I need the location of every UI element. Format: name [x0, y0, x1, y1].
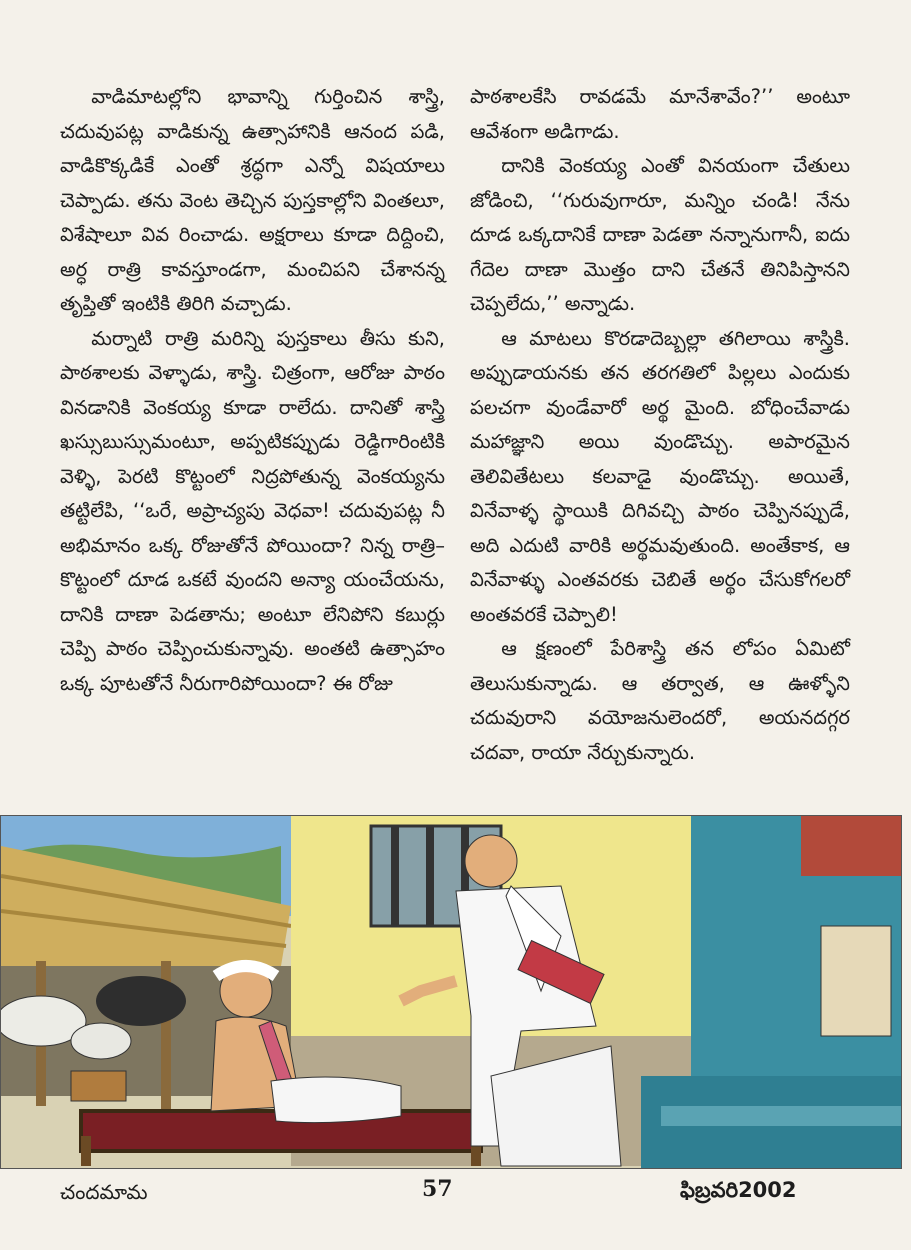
magazine-name: చందమామ [60, 1180, 148, 1204]
doorway [821, 926, 891, 1036]
story-column-right [470, 80, 850, 770]
story-illustration [0, 815, 902, 1169]
brick-wall [801, 816, 901, 876]
dhoti [271, 1077, 401, 1123]
black-buffalo [96, 976, 186, 1026]
basket [71, 1071, 126, 1101]
page-number: 57 [422, 1176, 453, 1202]
story-paragraph: ఆ క్షణంలో పేరిశాస్త్రి తన లోపం ఏమిటో తెలుసుకున్నాడు. ఆ తర్వాత, ఆ ఊళ్ళోని చదువురాని వయోజనులెందరో, అయనదగ్గర చదవా, రాయా నేర్చుకున్నారు. [470, 637, 850, 764]
story-paragraph: దానికి వెంకయ్య ఎంతో వినయంగా చేతులు జోడించి, ‘‘గురువుగారూ, మన్నిం చండి! నేను దూడ ఒక్కదానికే దాణా పెడతా నన్నానుగానీ, ఐదు గేదెల దాణా మొత్తం దాని చేతనే తినిపిస్తానని చెప్పలేదు,’’ అన్నాడు. [470, 154, 850, 315]
teacher-head [465, 835, 517, 887]
issue-date: ఫిబ్రవరి2002 [680, 1178, 797, 1202]
calf [71, 1023, 131, 1059]
story-paragraph: వాడిమాటల్లోని భావాన్ని గుర్తించిన శాస్త్రి, చదువుపట్ల వాడికున్న ఉత్సాహానికి ఆనంద పడి, వాడికొక్కడికే ఎంతో శ్రద్ధగా ఎన్నో విషయాలు చెప్పాడు. తను వెంట తెచ్చిన పుస్తకాల్లోని వింతలూ, విశేషాలూ వివ రించాడు. అక్షరాలు కూడా దిద్దించి, అర్ధ రాత్రి కావస్తూండగా, మంచిపని చేశానన్న తృప్తితో ఇంటికి తిరిగి వచ్చాడు. [60, 85, 445, 315]
story-column-left [60, 80, 445, 701]
story-paragraph: ఆ మాటలు కొరడాదెబ్బల్లా తగిలాయి శాస్త్రికి. అప్పుడాయనకు తన తరగతిలో పిల్లలు ఎందుకు పలచగా వుండేవారో అర్థ మైంది. బోధించేవాడు మహాజ్ఞాని అయి వుండొచ్చు. అపారమైన తెలివితేటలు కలవాడై వుండొచ్చు. అయితే, వినేవాళ్ళ స్థాయికి దిగివచ్చి పాఠం చెప్పినప్పుడే, అది ఎదుటి వారికి అర్థమవుతుంది. అంతేకాక, ఆ వినేవాళ్ళు ఎంతవరకు చెబితే అర్థం చేసుకోగలరో అంతవరకే చెప్పాలి! [470, 326, 850, 626]
story-paragraph: మర్నాటి రాత్రి మరిన్ని పుస్తకాలు తీసు కుని, పాఠశాలకు వెళ్ళాడు, శాస్త్రి. చిత్రంగా, ఆరోజు పాఠం వినడానికి వెంకయ్య కూడా రాలేదు. దానితో శాస్త్రి ఖస్సుబుస్సుమంటూ, అప్పటికప్పుడు రెడ్డిగారింటికి వెళ్ళి, పెరటి కొట్టంలో నిద్రపోతున్న వెంకయ్యను తట్టిలేపి, ‘‘ఒరే, అప్రాచ్యపు వెధవా! చదువుపట్ల నీ అభిమానం ఒక్క రోజుతోనే పోయిందా? నిన్న రాత్రి–కొట్టంలో దూడ ఒకటే వుందని అన్యా యంచేయను, దానికి దాణా పెడతాను; అంటూ లేనిపోని కబుర్లు చెప్పి పాఠం చెప్పించుకున్నావు. అంతటి ఉత్సాహం ఒక్క పూటతోనే నీరుగారిపోయిందా? ఈ రోజు [60, 326, 445, 695]
story-paragraph: పాఠశాలకేసి రావడమే మానేశావేం?’’ అంటూ ఆవేశంగా అడిగాడు. [470, 85, 850, 143]
